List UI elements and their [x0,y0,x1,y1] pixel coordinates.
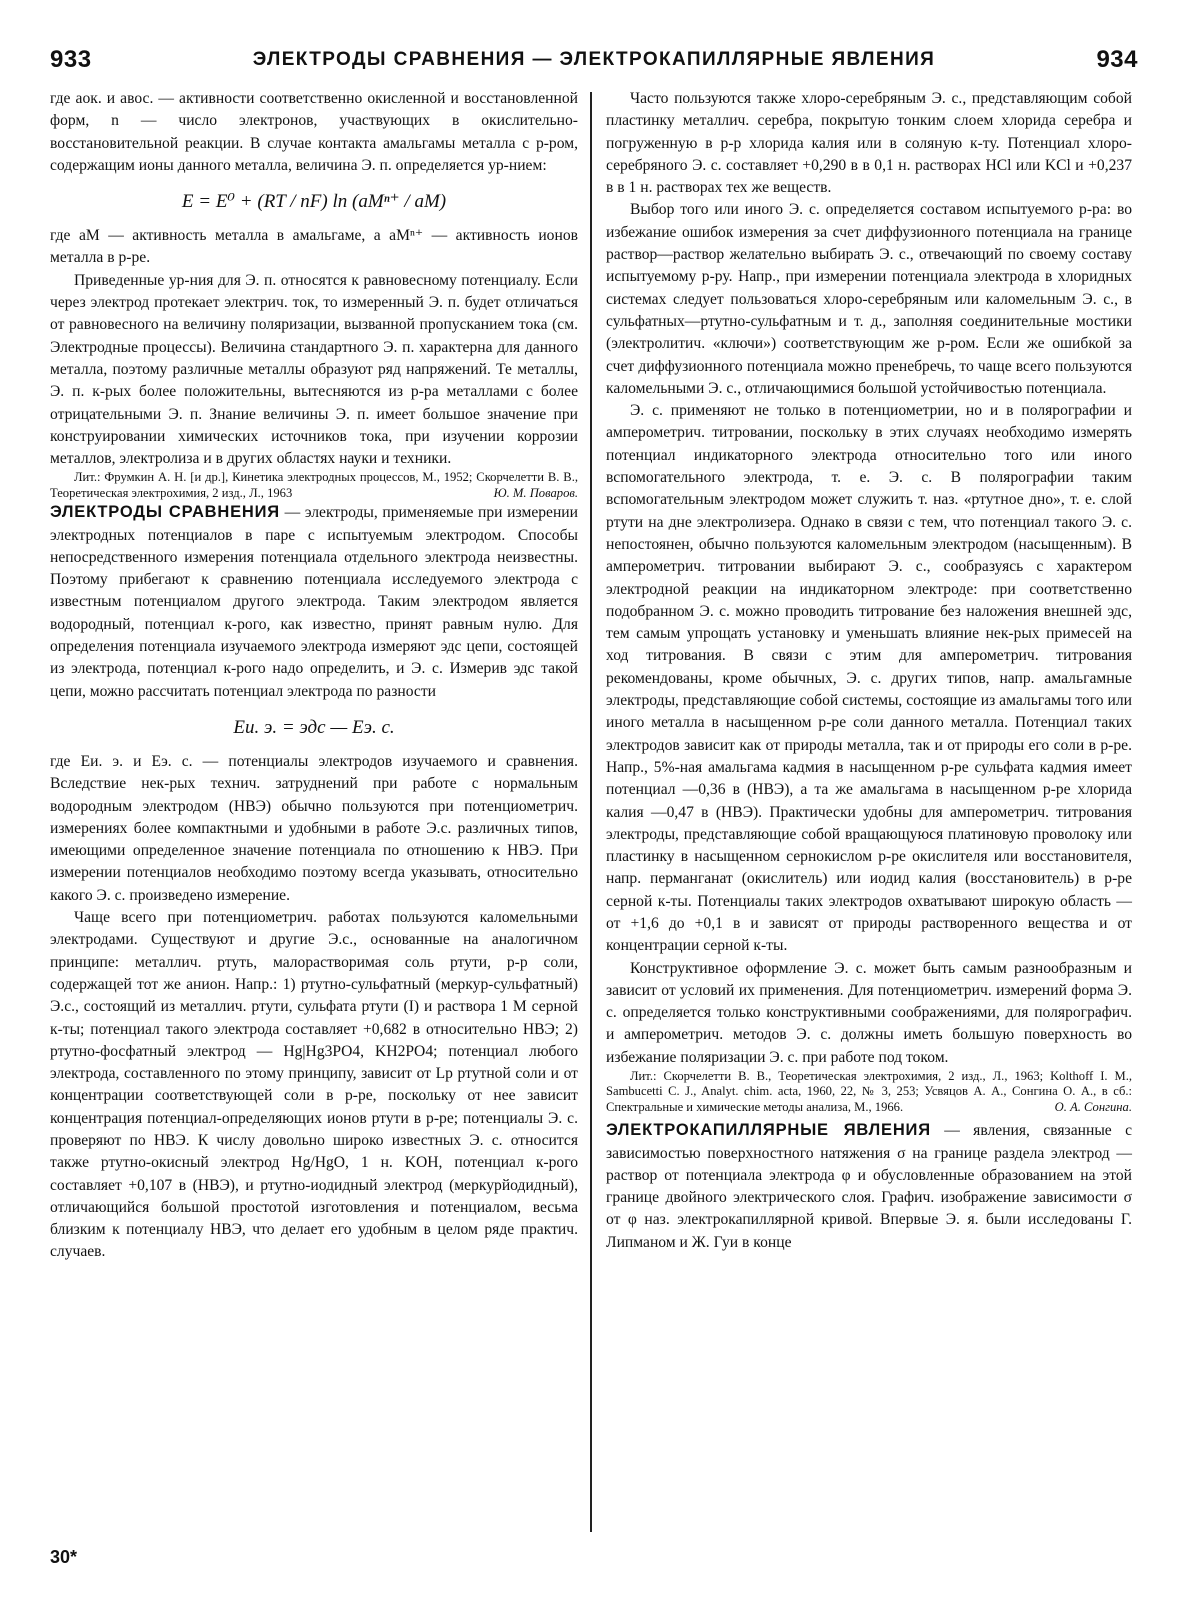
right-column [606,88,1132,1254]
literature-text: Лит.: Скорчелетти В. В., Теоретическая электрохимия, 2 изд., Л., 1963; Kolthoff I. M., Sambucetti C. J., Analyt. chim. acta, 1960, 22, № 3, 253; Усвяцов А. А., Сонгина О. А., в сб.: Спектральные и химические методы анализа, М., 1966. [606,1069,1132,1114]
paragraph: где aок. и aвос. — активности соответственно окисленной и восстановленной форм, n — число электронов, участвующих в окислительно-восстановительной реакции. В случае контакта амальгамы металла с р-ром, содержащим ионы данного металла, величина Э. п. определяется ур-нием: [50,90,578,174]
difference-formula: Eи. э. = эдс — Eэ. с. [233,716,395,738]
paragraph: Чаще всего при потенциометрич. работах пользуются каломельными электродами. Существуют и другие Э.с., основанные на аналогичном принципе: металлич. ртуть, малорастворимая соль ртути, р-р соли, содержащей тот же анион. Напр.: 1) ртутно-сульфатный (меркур-сульфатный) Э.с., состоящий из металлич. ртути, сульфата ртути (I) и раствора 1 M серной к-ты; потенциал такого электрода составляет +0,682 в относительно НВЭ; 2) ртутно-фосфатный электрод — Hg|Hg3PO4, KH2PO4; потенциал любого электрода, составленного по этому принципу, зависит от Lp ртутной соли и от концентрации соответствующей соли в р-ре, поскольку от нее зависит концентрация потенциал-определяющих ионов ртути в р-ре; потенциалы Э. с. проверяют по НВЭ. К числу довольно широко известных Э. с. относится также ртутно-окисный электрод Hg/HgO, 1 н. KOH, потенциал к-рого составляет +0,107 в (НВЭ), и ртутно-иодидный электрод (меркурйодидный), отличающийся большой простотой изготовления и потенциалом, весьма близким к потенциалу НВЭ, что делает его удобным в целом ряде практич. случаев. [50,909,578,1261]
article-entry [606,1119,1132,1254]
paragraph: Часто пользуются также хлоро-серебряным Э. с., представляющим собой пластинку металлич. серебра, покрытую тонким слоем хлорида серебра и погруженную в р-р хлорида калия или в соляную к-ту. Потенциал хлоро-серебряного Э. с. составляет +0,290 в в 0,1 н. растворах HCl или KCl и +0,237 в в 1 н. растворах тех же веществ. [606,90,1132,197]
article-entry [50,501,578,703]
article-author: О. А. Сонгина. [1054,1099,1132,1114]
page-number-left: 933 [50,46,92,73]
nernst-formula: E = E⁰ + (RT / nF) ln (aMⁿ⁺ / aM) [181,191,447,213]
paragraph: Э. с. применяют не только в потенциометрии, но и в полярографии и амперометрич. титровании, поскольку в этих случаях необходимо измерять потенциал индикаторного электрода относительно того или иного вспомогательного электрода, т. е. Э. с. В полярографии таким вспомогательным электродом может служить т. наз. «ртутное дно», т. е. слой ртути на дне электролизера. Однако в связи с тем, что потенциал такого Э. с. непостоянен, обычно пользуются каломельным электродом (насыщенным). В амперометрич. титровании выбирают Э. с., сообразуясь с характером электродной реакции на индикаторном электроде: при соответственно подобранном Э. с. можно проводить титрование без наложения внешней эдс, тем самым упрощать установку и уменьшать влияние нек-рых примесей на ход титрования. В связи с этим для амперометрич. титрования рекомендованы, кроме обычных, Э. с. других типов, напр. амальгамные электроды, представляющие собой системы, состоящие из амальгамы того или иного металла в насыщенном р-ре соли данного металла. Потенциал таких электродов зависит как от природы металла, так и от природы его соли в р-ре. Напр., 5%-ная амальгама кадмия в насыщенном р-ре сульфата кадмия имеет потенциал —0,36 в (НВЭ), а та же амальгама в насыщенном р-ре хлорида калия —0,47 в (НВЭ). Практически удобны для амперометрич. титрования электроды, представляющие собой вращающуюся платиновую проволоку или пластинку в насыщенном сернокислом р-ре окислителя или восстановителя, напр. перманганат (окислитель) или иодид калия (восстановитель) в р-ре серной к-ты. Потенциалы таких электродов охватывают широкую область — от +1,6 до +0,1 в и зависят от природы растворенного вещества и от концентрации серной к-ты. [606,402,1132,955]
article-headword: ЭЛЕКТРОКАПИЛЛЯРНЫЕ ЯВЛЕНИЯ [606,1121,931,1140]
column-divider [590,92,592,1532]
left-column [50,88,578,1264]
paragraph: где aM — активность металла в амальгаме, а aMⁿ⁺ — активность ионов металла в р-ре. [50,227,578,267]
paragraph: Конструктивное оформление Э. с. может быть самым разнообразным и зависит от условий их применения. Для потенциометрич. измерений форма Э. с. определяется только конструктивными соображениями, для полярографич. и амперометрич. методов Э. с. должны иметь большую поверхность во избежание поляризации Э. с. при работе под током. [606,959,1132,1066]
page-number-right: 934 [1096,46,1138,73]
literature-note [50,470,578,501]
running-title: ЭЛЕКТРОДЫ СРАВНЕНИЯ — ЭЛЕКТРОКАПИЛЛЯРНЫЕ ЯВЛЕНИЯ [252,49,936,70]
page-header [50,44,1138,76]
paragraph: Выбор того или иного Э. с. определяется составом испытуемого р-ра: во избежание ошибок измерения за счет диффузионного потенциала на границе раствор—раствор желательно выбирать Э. с., отвечающий по своему составу испытуемому р-ру. Напр., при измерении потенциала электрода в хлоридных системах следует пользоваться хлоро-серебряным или каломельным Э. с., в сульфатных—ртутно-сульфатным и т. д., заполняя соединительные мостики (электролитич. «ключи») соответствующим же р-ром. Если же ошибкой за счет диффузионного потенциала можно пренебречь, то чаще всего пользуются каломельными Э. с., отличающимися большой устойчивостью потенциала. [606,201,1132,397]
article-text: — явления, связанные с зависимостью поверхностного натяжения σ на границе раздела электрод — раствор от потенциала электрода φ и обусловленные образованием на этой границе двойного электрического слоя. Графич. изображение зависимости σ от φ наз. электрокапиллярной кривой. Впервые Э. я. были исследованы Г. Липманом и Ж. Гуи в конце [606,1122,1132,1251]
article-text: — электроды, применяемые при измерении электродных потенциалов в паре с испытуемым электродом. Способы непосредственного измерения потенциала отдельного электрода неизвестны. Поэтому прибегают к сравнению потенциала исследуемого электрода с известным потенциалом другого электрода. Таким электродом является водородный, потенциал к-рого, как известно, принят равным нулю. Для определения потенциала изучаемого электрода измеряют эдс цепи, состоящей из электрода, потенциал к-рого надо определить, и Э. с. Измерив эдс такой цепи, можно рассчитать потенциал электрода по разности [50,504,578,700]
article-headword: ЭЛЕКТРОДЫ СРАВНЕНИЯ [50,503,280,522]
literature-text: Лит.: Фрумкин А. Н. [и др.], Кинетика электродных процессов, М., 1952; Скорчелетти В. В., Теоретическая электрохимия, 2 изд., Л., 1963 [50,470,578,500]
signature-mark: 30* [50,1547,78,1567]
article-author: Ю. М. Поваров. [493,485,578,500]
literature-note [606,1069,1132,1115]
paragraph: где Eи. э. и Eэ. с. — потенциалы электродов изучаемого и сравнения. Вследствие нек-рых технич. затруднений при работе с нормальным водородным электродом (НВЭ) обычно пользуются при потенциометрич. измерениях более компактными и удобными в работе Э.с. различных типов, имеющими определенное значение потенциала по отношению к НВЭ. При измерении потенциалов необходимо поэтому всегда указывать, относительно какого Э. с. произведено измерение. [50,752,578,904]
paragraph: Приведенные ур-ния для Э. п. относятся к равновесному потенциалу. Если через электрод протекает электрич. ток, то измеренный Э. п. будет отличаться от равновесного на величину поляризации, вызванной пропусканием тока (см. Электродные процессы). Величина стандартного Э. п. характерна для данного металла, поэтому различные металлы образуют ряд напряжений. Те металлы, Э. п. к-рых более положительны, вытесняются из р-ра металлами с более отрицательными Э. п. Знание величины Э. п. имеет большое значение при конструировании химических источников тока, при изучении коррозии металлов, электролиза и в других областях науки и техники. [50,271,578,468]
